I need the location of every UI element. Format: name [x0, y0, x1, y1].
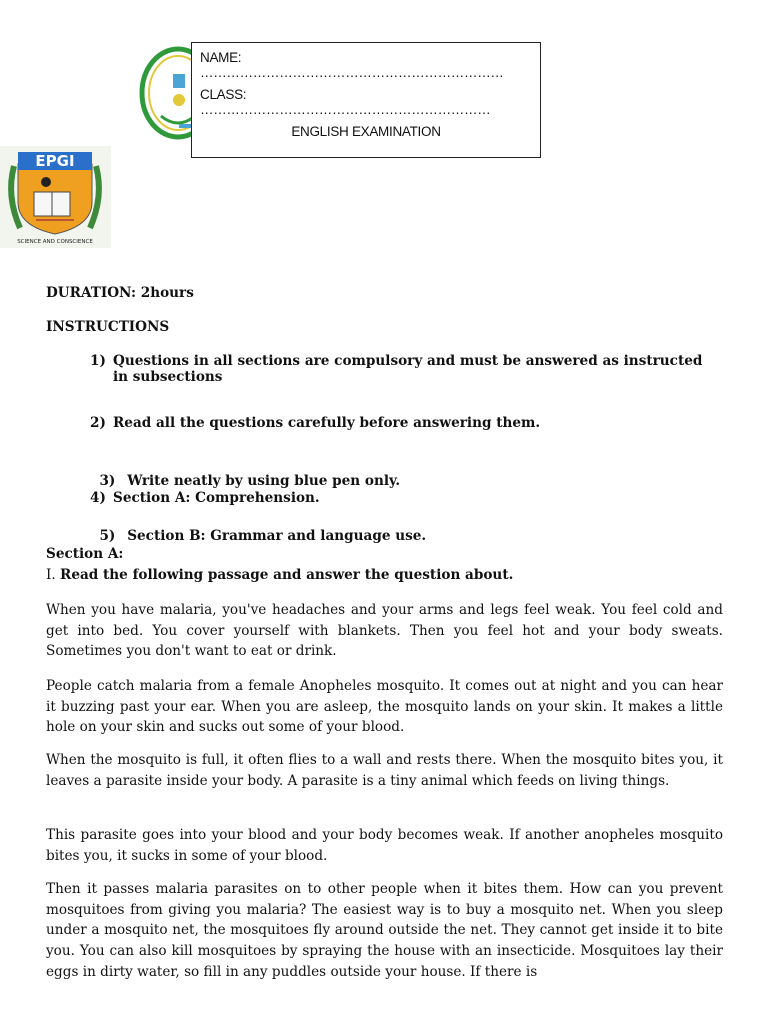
section-a-question	[46, 567, 513, 583]
student-info-box	[191, 42, 541, 158]
question-text: Read the following passage and answer the question about.	[60, 567, 514, 583]
instruction-text-cont: in subsections	[113, 369, 223, 385]
passage-paragraph: Then it passes malaria parasites on to other people when it bites them. How can you prevent mosquitoes from giving you malaria? The easiest way is to buy a mosquito net. When you sleep under a mosquito net, the mosquitoes fly around outside the net. They cannot get inside it to bite you. You can also kill mosquitoes by spraying the house with an insecticide. Mosquitoes lay their eggs in dirty water, so fill in any puddles outside your house. If there is	[46, 881, 723, 980]
school-logo	[0, 146, 111, 248]
instruction-item	[90, 457, 400, 489]
passage-paragraph: When the mosquito is full, it often flies to a wall and rests there. When the mosquito bites you, it leaves a parasite inside your body. A parasite is a tiny animal which feeds on living things.	[46, 752, 723, 789]
passage-paragraph: When you have malaria, you've headaches and your arms and legs feel weak. You feel cold and get into bed. You cover yourself with blankets. Then you feel hot and your body sweats. Sometimes you don't want to eat or drink.	[46, 602, 723, 660]
class-field[interactable]: CLASS: …………………………………………………………	[200, 87, 491, 117]
logo-motto: SCIENCE AND CONSCIENCE	[17, 239, 93, 245]
exam-title: ENGLISH EXAMINATION	[291, 124, 441, 139]
passage-paragraph: This parasite goes into your blood and your body becomes weak. If another anopheles mosquito bites you, it sucks in some of your blood.	[46, 827, 723, 864]
instruction-item	[90, 353, 702, 385]
instructions-heading: INSTRUCTIONS	[46, 319, 170, 335]
question-number: I.	[46, 567, 56, 583]
instruction-item	[90, 415, 540, 431]
logo-abbr: EPGI	[35, 152, 75, 170]
instruction-item	[90, 512, 426, 544]
instruction-text: Questions in all sections are compulsory and must be answered as instructed	[113, 353, 703, 369]
passage-paragraph: People catch malaria from a female Anopheles mosquito. It comes out at night and you can hear it buzzing past your ear. When you are asleep, the mosquito lands on your skin. It makes a little hole on your skin and sucks out some of your blood.	[46, 678, 723, 736]
instruction-number: 3)	[99, 473, 116, 489]
instruction-item	[90, 490, 320, 506]
instruction-text: Section B: Grammar and language use.	[122, 528, 427, 544]
name-field[interactable]: NAME: ……………………………………………………………	[200, 50, 504, 80]
instruction-text: Write neatly by using blue pen only.	[122, 473, 401, 489]
instruction-number: 1)	[90, 353, 106, 369]
instruction-number: 5)	[99, 528, 116, 544]
instruction-number: 2)	[90, 415, 106, 431]
section-a-heading: Section A:	[46, 546, 124, 562]
instruction-number: 4)	[90, 490, 106, 506]
instruction-text: Read all the questions carefully before answering them.	[113, 415, 541, 431]
duration: DURATION: 2hours	[46, 285, 194, 301]
instruction-text: Section A: Comprehension.	[113, 490, 320, 506]
